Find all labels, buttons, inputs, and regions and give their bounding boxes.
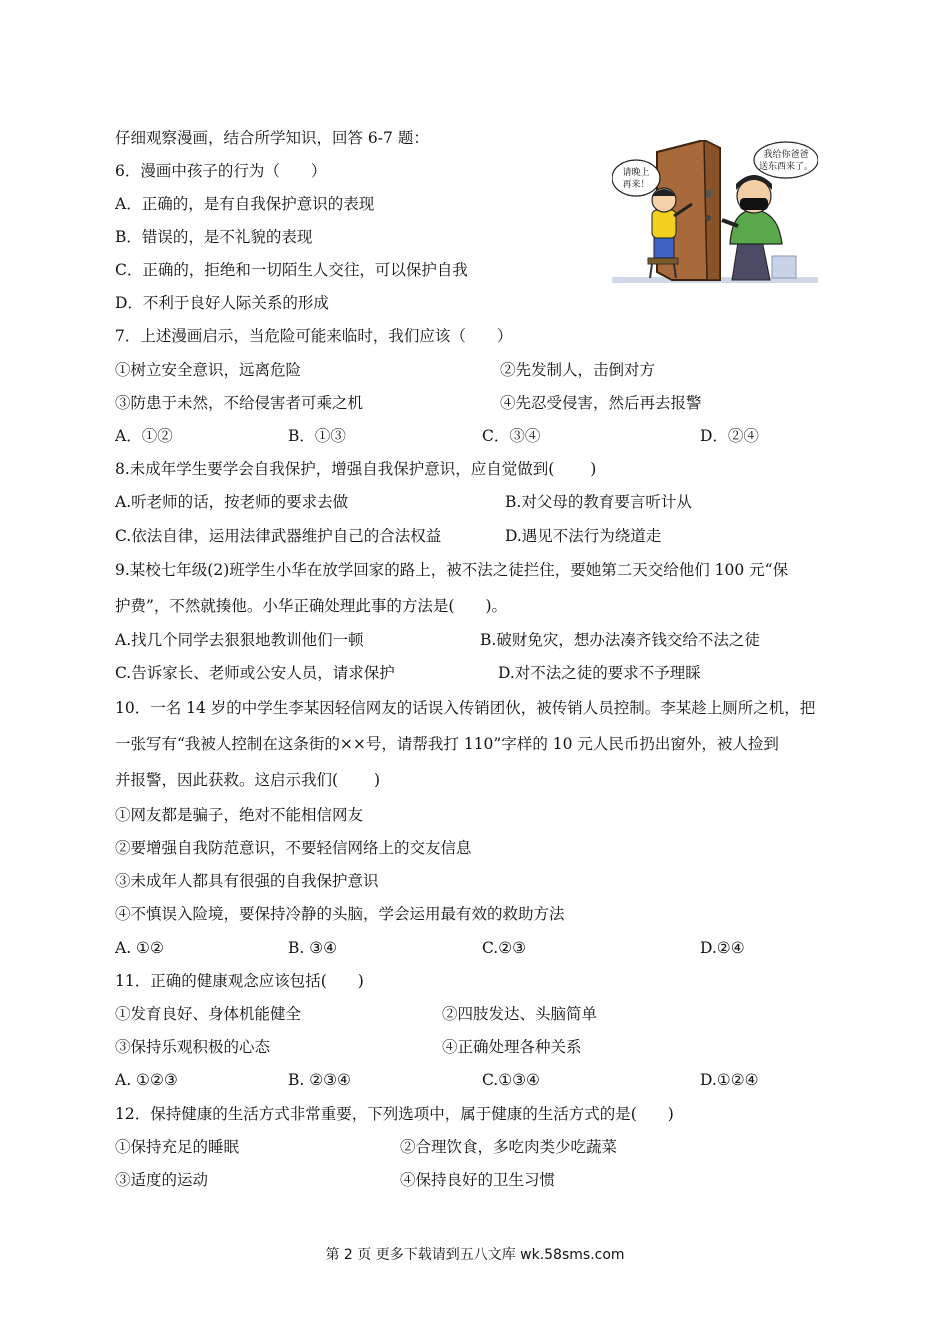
q12-statement-3: ③适度的运动 bbox=[115, 1171, 209, 1189]
q8-option-c: C.依法自律，运用法律武器维护自己的合法权益 bbox=[115, 527, 442, 545]
q9-stem-line-2: 护费”，不然就揍他。小华正确处理此事的方法是( )。 bbox=[115, 597, 508, 615]
q10-option-a: A. ①② bbox=[115, 939, 164, 957]
man-speech-bubble bbox=[754, 142, 818, 178]
q7-statement-1: ①树立安全意识，远离危险 bbox=[115, 361, 302, 379]
q12-statement-2: ②合理饮食，多吃肉类少吃蔬菜 bbox=[400, 1138, 618, 1156]
q11-option-a: A. ①②③ bbox=[115, 1071, 178, 1089]
q9-option-c: C.告诉家长、老师或公安人员，请求保护 bbox=[115, 664, 395, 682]
page-footer: 第 2 页 更多下载请到五八文库 wk.58sms.com bbox=[325, 1247, 625, 1263]
q10-stem-line-1: 10．一名 14 岁的中学生李某因轻信网友的话误入传销团伙，被传销人员控制。李某趁上厕所之机，把 bbox=[115, 699, 816, 717]
q11-statement-3: ③保持乐观积极的心态 bbox=[115, 1038, 271, 1056]
q10-option-b: B. ③④ bbox=[288, 939, 338, 957]
q6-stem: 6．漫画中孩子的行为（ ） bbox=[115, 162, 327, 180]
q11-option-b: B. ②③④ bbox=[288, 1071, 351, 1089]
q7-option-a: A．①② bbox=[115, 427, 173, 445]
q8-option-a: A.听老师的话，按老师的要求去做 bbox=[115, 493, 349, 511]
q10-stem-line-2: 一张写有“我被人控制在这条街的××号，请帮我打 110”字样的 10 元人民币扔出窗外，被人捡到 bbox=[115, 735, 779, 753]
q12-stem: 12．保持健康的生活方式非常重要，下列选项中，属于健康的生活方式的是( ) bbox=[115, 1105, 674, 1123]
q6-option-c: C．正确的，拒绝和一切陌生人交往，可以保护自我 bbox=[115, 261, 468, 279]
q10-statement-3: ③未成年人都具有很强的自我保护意识 bbox=[115, 872, 379, 890]
q6-option-b: B．错误的，是不礼貌的表现 bbox=[115, 228, 313, 246]
q10-option-d: D.②④ bbox=[700, 939, 745, 957]
q11-statement-1: ①发育良好、身体机能健全 bbox=[115, 1005, 302, 1023]
q11-statement-2: ②四肢发达、头脑简单 bbox=[442, 1005, 598, 1023]
q7-statement-4: ④先忍受侵害，然后再去报警 bbox=[500, 394, 702, 412]
svg-text:再来！: 再来！ bbox=[622, 180, 650, 190]
q10-option-c: C.②③ bbox=[482, 939, 527, 957]
q7-option-b: B．①③ bbox=[288, 427, 346, 445]
q7-statement-3: ③防患于未然，不给侵害者可乘之机 bbox=[115, 394, 364, 412]
q9-option-d: D.对不法之徒的要求不予理睬 bbox=[498, 664, 701, 682]
q9-option-a: A.找几个同学去狠狠地教训他们一顿 bbox=[115, 631, 364, 649]
svg-text:送东西来了。: 送东西来了。 bbox=[758, 162, 814, 172]
q9-option-b: B.破财免灾，想办法凑齐钱交给不法之徒 bbox=[480, 631, 760, 649]
q10-statement-2: ②要增强自我防范意识，不要轻信网络上的交友信息 bbox=[115, 839, 472, 857]
q11-option-d: D.①②④ bbox=[700, 1071, 759, 1089]
q12-statement-1: ①保持充足的睡眠 bbox=[115, 1138, 240, 1156]
q8-stem: 8.未成年学生要学会自我保护，增强自我保护意识，应自觉做到( ) bbox=[115, 460, 597, 478]
intro-text: 仔细观察漫画，结合所学知识，回答 6-7 题： bbox=[115, 129, 429, 147]
q11-option-c: C.①③④ bbox=[482, 1071, 540, 1089]
q11-statement-4: ④正确处理各种关系 bbox=[442, 1038, 582, 1056]
q7-stem: 7．上述漫画启示，当危险可能来临时，我们应该（ ） bbox=[115, 327, 513, 345]
q10-statement-1: ①网友都是骗子，绝对不能相信网友 bbox=[115, 806, 364, 824]
q8-option-b: B.对父母的教育要言听计从 bbox=[505, 493, 692, 511]
q12-statement-4: ④保持良好的卫生习惯 bbox=[400, 1171, 556, 1189]
q8-option-d: D.遇见不法行为绕道走 bbox=[505, 527, 662, 545]
q7-option-d: D．②④ bbox=[700, 427, 759, 445]
q6-option-a: A．正确的，是有自我保护意识的表现 bbox=[115, 195, 375, 213]
q10-stem-line-3: 并报警，因此获救。这启示我们( ) bbox=[115, 771, 381, 789]
comic-illustration bbox=[612, 140, 818, 286]
q10-statement-4: ④不慎误入险境，要保持冷静的头脑，学会运用最有效的救助方法 bbox=[115, 905, 565, 923]
q11-stem: 11．正确的健康观念应该包括( ) bbox=[115, 972, 364, 990]
q9-stem-line-1: 9.某校七年级(2)班学生小华在放学回家的路上，被不法之徒拦住，要她第二天交给他们 100 元“保 bbox=[115, 561, 789, 579]
svg-text:请晚上: 请晚上 bbox=[622, 168, 650, 178]
svg-text:我给你爸爸: 我给你爸爸 bbox=[763, 150, 809, 160]
q6-option-d: D．不利于良好人际关系的形成 bbox=[115, 294, 329, 312]
child-speech-bubble bbox=[612, 160, 660, 196]
q7-option-c: C．③④ bbox=[482, 427, 541, 445]
q7-statement-2: ②先发制人，击倒对方 bbox=[500, 361, 656, 379]
